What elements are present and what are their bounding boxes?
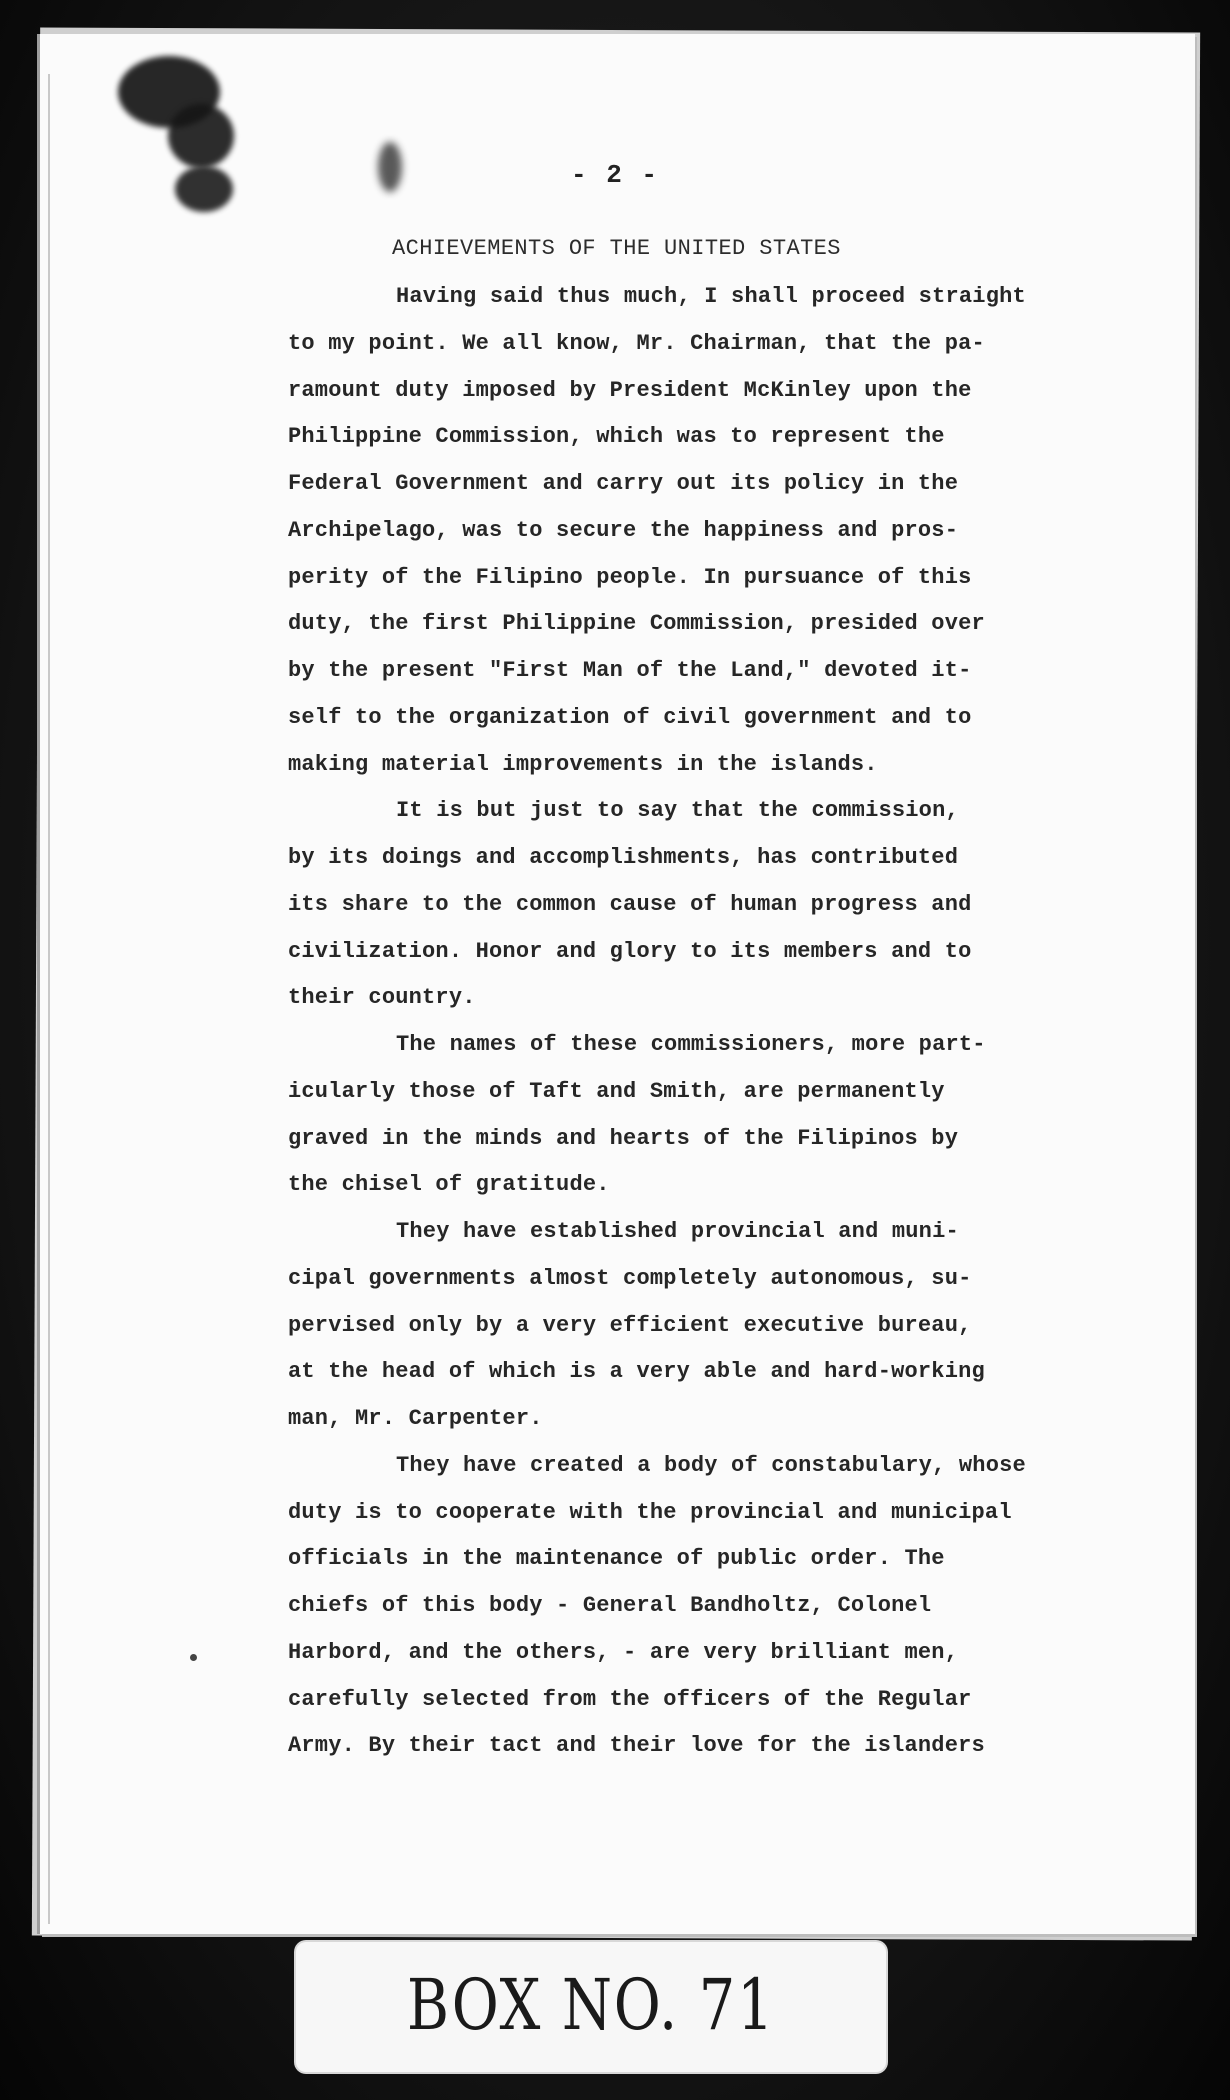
text-line: Army. By their tact and their love for the islanders <box>288 1733 985 1759</box>
text-line: Archipelago, was to secure the happiness and pros- <box>288 517 959 543</box>
text-line: making material improvements in the islands. <box>288 751 878 777</box>
text-line: graved in the minds and hearts of the Filipinos by <box>288 1125 959 1151</box>
text-line: They have created a body of constabulary, whose <box>396 1452 1026 1478</box>
text-line: man, Mr. Carpenter. <box>288 1406 543 1431</box>
text-line: to my point. We all know, Mr. Chairman, that the pa- <box>288 330 985 356</box>
body-text <box>288 274 1088 1770</box>
text-line: Harbord, and the others, - are very brilliant men, <box>288 1639 959 1665</box>
ink-stain <box>168 104 234 168</box>
text-line: Having said thus much, I shall proceed straight <box>396 284 1026 309</box>
text-line: the chisel of gratitude. <box>288 1172 610 1198</box>
text-line: ramount duty imposed by President McKinley upon the <box>288 377 972 403</box>
ink-smudge <box>378 142 402 192</box>
text-line: self to the organization of civil government and to <box>288 704 972 730</box>
text-line: They have established provincial and muni- <box>396 1219 959 1244</box>
text-line: Federal Government and carry out its policy in the <box>288 471 959 496</box>
text-line: icularly those of Taft and Smith, are permanently <box>288 1078 945 1104</box>
text-line: its share to the common cause of human progress and <box>288 891 972 917</box>
ink-dot <box>190 1654 197 1661</box>
text-line: civilization. Honor and glory to its members and to <box>288 938 972 964</box>
page-number: - 2 - <box>570 160 659 190</box>
text-line: perity of the Filipino people. In pursuance of this <box>288 564 972 590</box>
text-line: at the head of which is a very able and hard-working <box>288 1359 985 1385</box>
text-line: chiefs of this body - General Bandholtz, Colonel <box>288 1593 932 1618</box>
section-heading: ACHIEVEMENTS OF THE UNITED STATES <box>392 236 841 261</box>
page-edge-line <box>48 74 50 1924</box>
text-line: pervised only by a very efficient executive bureau, <box>288 1312 972 1338</box>
box-label <box>296 1942 886 2072</box>
text-line: by the present "First Man of the Land," devoted it- <box>288 658 972 683</box>
text-line: cipal governments almost completely autonomous, su- <box>288 1265 972 1291</box>
ink-stain <box>175 166 233 212</box>
text-line: their country. <box>288 985 476 1011</box>
text-line: by its doings and accomplishments, has contributed <box>288 845 959 870</box>
text-line: carefully selected from the officers of the Regular <box>288 1686 972 1712</box>
text-line: duty is to cooperate with the provincial and municipal <box>288 1499 1012 1525</box>
box-label-text: BOX NO. 71 <box>406 1964 776 2046</box>
text-line: duty, the first Philippine Commission, presided over <box>288 611 985 637</box>
text-line: Philippine Commission, which was to represent the <box>288 424 945 450</box>
text-line: It is but just to say that the commission, <box>396 798 959 824</box>
text-line: The names of these commissioners, more part- <box>396 1032 986 1057</box>
text-line: officials in the maintenance of public order. The <box>288 1546 945 1572</box>
